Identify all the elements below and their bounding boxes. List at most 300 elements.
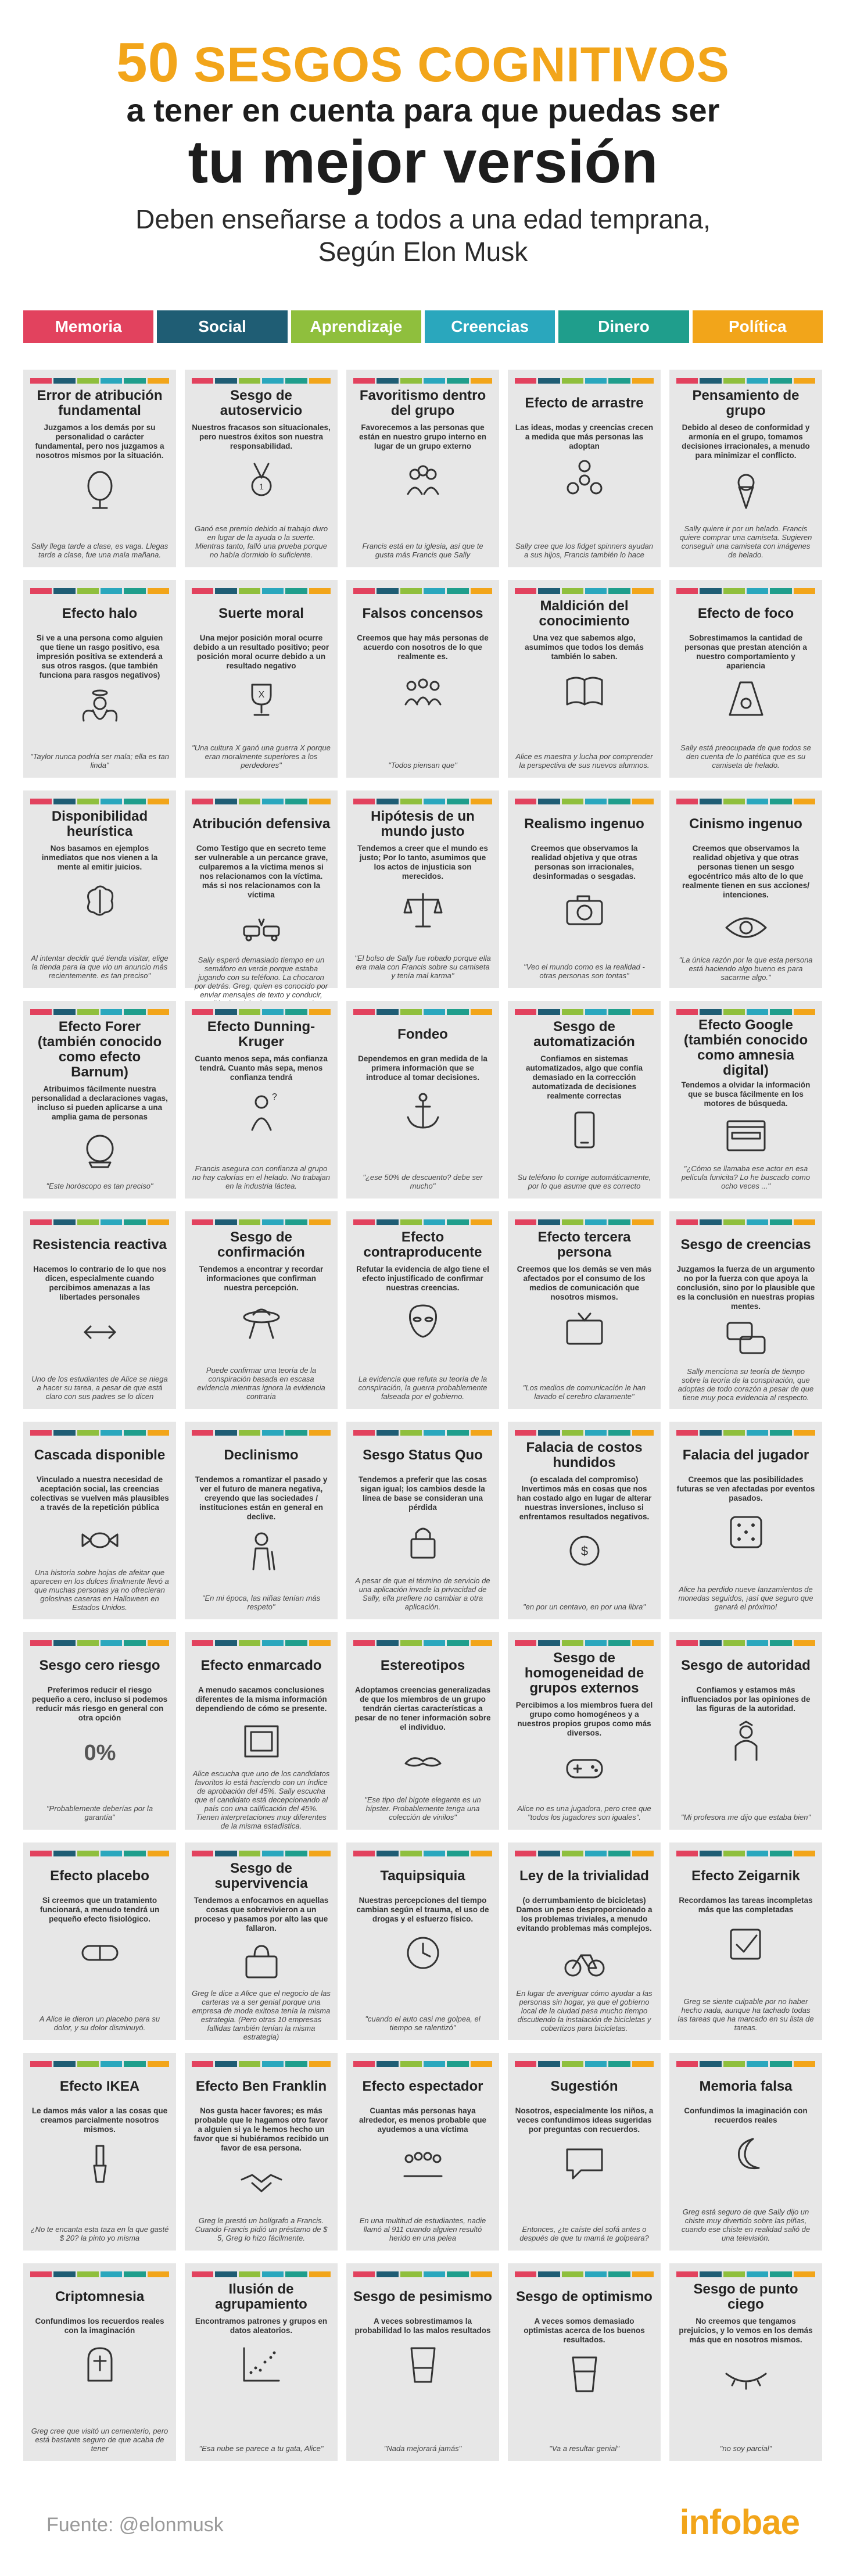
category-bar: [770, 378, 791, 384]
category-bar: [747, 799, 768, 804]
category-bars: [676, 1640, 815, 1646]
bias-example: Ganó ese premio debido al trabajo duro en lugar de la ayuda o la suerte. Mientras tanto, falló una prueba porque no había dormido lo suficiente.: [194, 524, 328, 559]
category-bar: [562, 1009, 583, 1015]
category-bars: [676, 1009, 815, 1015]
mustache-icon: [397, 1738, 449, 1784]
bias-example: Al intentar decidir qué tienda visitar, elige la tienda para la que vio un anuncio más recientemente. es tan preciso": [31, 954, 169, 980]
bias-description: Juzgamos la fuerza de un argumento no por la fuerza con que apoya la conclusión, sino por lo plausible que es la conclusión en nuestras propias mentes.: [676, 1265, 815, 1311]
category-bar: [676, 378, 698, 384]
category-bar: [747, 588, 768, 594]
category-bar: [632, 1009, 654, 1015]
category-bars: [192, 2271, 331, 2277]
ufo-icon: [235, 1298, 288, 1345]
bias-example: "Nada mejorará jamás": [383, 2444, 462, 2453]
category-bars: [192, 1640, 331, 1646]
category-bar: [309, 2061, 331, 2067]
bias-card: [669, 2263, 822, 2461]
bias-title: Efecto Ben Franklin: [195, 2078, 327, 2094]
bias-grid: [23, 370, 823, 2461]
category-bar: [53, 378, 75, 384]
bias-description: Nos basamos en ejemplos inmediatos que nos vienen a la mente al emitir juicios.: [41, 844, 158, 871]
category-bar: [192, 2061, 213, 2067]
category-bars: [676, 2061, 815, 2067]
bias-example: Greg cree que visitó un cementerio, pero está bastante seguro de que acaba de tener: [31, 2427, 169, 2453]
bias-example: Alice es maestra y lucha por comprender la perspectiva de sus nuevos alumnos.: [515, 752, 653, 770]
category-bar: [30, 588, 52, 594]
category-bar: [377, 799, 398, 804]
bias-description: Creemos que hay más personas de acuerdo con nosotros de lo que realmente es.: [357, 634, 489, 661]
bias-title: Sesgo de pesimismo: [353, 2289, 492, 2305]
bias-title: Realismo ingenuo: [524, 816, 644, 832]
bias-card: [185, 1422, 338, 1619]
bias-example: Sally quiere ir por un helado. Francis quiere comprar una camiseta. Sugieren conseguir una camiseta con imágenes de helado.: [679, 524, 812, 559]
category-bar: [700, 2061, 721, 2067]
category-bar: [424, 1219, 445, 1225]
category-bar: [124, 2271, 145, 2277]
category-bar: [148, 1851, 169, 1856]
category-bar: [30, 2271, 52, 2277]
category-bar: [424, 2271, 445, 2277]
brain-icon: [74, 878, 126, 924]
bias-title: Favoritismo dentro del grupo: [359, 388, 486, 418]
category-bar: [77, 1009, 99, 1015]
category-bar: [215, 1009, 236, 1015]
category-bar: [262, 1851, 284, 1856]
bias-card: [346, 1842, 499, 2040]
category-bar: [262, 378, 284, 384]
category-bar: [353, 1430, 375, 1436]
bias-example: La evidencia que refuta su teoría de la conspiración, la guerra probablemente falseada por el gobierno.: [358, 1375, 487, 1401]
bias-card: [346, 1422, 499, 1619]
category-bar: [377, 378, 398, 384]
category-bar: [400, 1009, 422, 1015]
category-bar: [538, 378, 560, 384]
category-bar: [215, 2271, 236, 2277]
crowd-icon: [397, 2140, 449, 2187]
category-bar: [124, 588, 145, 594]
category-bar: [239, 2271, 260, 2277]
category-bar: [285, 2271, 307, 2277]
category-bar: [700, 1219, 721, 1225]
main-title: [0, 31, 846, 94]
bias-description: Confiamos en sistemas automatizados, algo que confía demasiado en la corrección automatizada de decisiones realmente correctas: [525, 1054, 643, 1100]
icecream-icon: [720, 466, 772, 513]
bias-example: "Este horóscopo es tan preciso": [46, 1182, 153, 1190]
book-icon: [558, 667, 611, 714]
category-bar: [585, 1851, 607, 1856]
category-bar: [608, 799, 630, 804]
category-bar: [700, 799, 721, 804]
category-bars: [30, 799, 169, 804]
bias-title: Falsos concensos: [362, 606, 483, 621]
bias-card: [346, 2053, 499, 2251]
crystal-ball-icon: [74, 1128, 126, 1174]
bias-example: Sally está preocupada de que todos se den cuenta de lo patética que es su camiseta de helado.: [680, 743, 811, 770]
category-bar: [538, 2271, 560, 2277]
category-bar: [377, 1851, 398, 1856]
category-bar: [148, 1009, 169, 1015]
category-bar: [148, 1430, 169, 1436]
mirror-icon: [74, 466, 126, 513]
bias-title: Sesgo de confirmación: [217, 1229, 305, 1260]
category-bar: [53, 1851, 75, 1856]
bias-title: Ilusión de agrupamiento: [215, 2281, 307, 2312]
category-bar: [723, 378, 745, 384]
footer-source: Fuente: @elonmusk: [46, 2514, 224, 2536]
category-bar: [608, 378, 630, 384]
category-bar: [400, 1219, 422, 1225]
category-bars: [353, 1851, 492, 1856]
medal-icon: [235, 457, 288, 503]
bias-title: Ley de la trivialidad: [519, 1868, 649, 1884]
category-bar: [747, 1640, 768, 1646]
category-bar: [239, 1430, 260, 1436]
bias-title: Atribución defensiva: [192, 816, 331, 832]
bias-card: [508, 1001, 661, 1198]
category-bar: [562, 1430, 583, 1436]
category-bar: [239, 1219, 260, 1225]
bias-example: "Va a resultar genial": [549, 2444, 619, 2453]
category-bar: [538, 1430, 560, 1436]
category-bars: [353, 2061, 492, 2067]
category-bar: [309, 2271, 331, 2277]
bias-card: [23, 2263, 176, 2461]
category-bar: [747, 1430, 768, 1436]
category-bar: [538, 799, 560, 804]
bias-example: Sally llega tarde a clase, es vaga. Llegas tarde a clase, fue una mala mañana.: [31, 542, 169, 559]
category-bar: [538, 2061, 560, 2067]
category-bar: [770, 1851, 791, 1856]
bias-example: "Probablemente deberías por la garantía": [46, 1804, 153, 1822]
bias-title: Sesgo Status Quo: [363, 1447, 483, 1463]
category-bar: [700, 1009, 721, 1015]
bias-description: Vinculado a nuestra necesidad de aceptación social, las creencias colectivas se vuelven más plausibles a través de la repetición pública: [30, 1475, 169, 1512]
category-bar: [53, 1219, 75, 1225]
category-bar: [400, 588, 422, 594]
bias-title: Falacia del jugador: [682, 1447, 809, 1463]
category-bars: [676, 1851, 815, 1856]
subtitle-2: Según Elon Musk: [318, 237, 528, 267]
category-bar: [30, 378, 52, 384]
category-bar: [353, 378, 375, 384]
category-bar: [148, 2271, 169, 2277]
bias-description: Refutar la evidencia de algo tiene el efecto injustificado de confirmar nuestras creencias.: [356, 1265, 489, 1292]
category-bar: [124, 799, 145, 804]
bias-title: Memoria falsa: [699, 2078, 793, 2094]
bias-example: "La única razón por la que esta persona está haciendo algo bueno es para sacarme algo.": [679, 956, 813, 982]
chat-icon: [720, 1317, 772, 1361]
category-bar: [632, 799, 654, 804]
bias-description: A veces somos demasiado optimistas acerca de los buenos resultados.: [524, 2317, 645, 2344]
bias-description: Nosotros, especialmente los niños, a veces confundimos ideas sugeridas por preguntas con recuerdos.: [515, 2106, 654, 2134]
category-bar: [285, 1640, 307, 1646]
bias-card: [508, 1422, 661, 1619]
bias-example: "Taylor nunca podría ser mala; ella es tan linda": [30, 752, 169, 770]
bias-description: Confiamos y estamos más influenciados por las opiniones de las figuras de la autoridad.: [681, 1686, 811, 1713]
bias-card: [669, 1632, 822, 1830]
bias-title: Error de atribución fundamental: [37, 388, 163, 418]
legend-creencias: Creencias: [425, 310, 555, 343]
category-bar: [53, 799, 75, 804]
bias-title: Falacia de costos hundidos: [526, 1440, 643, 1471]
bias-title: Sesgo de supervivencia: [214, 1861, 308, 1891]
category-bar: [471, 588, 492, 594]
category-bar: [30, 1851, 52, 1856]
category-bar: [515, 1009, 536, 1015]
category-bar: [770, 2061, 791, 2067]
bias-card: [185, 1211, 338, 1409]
category-bars: [353, 2271, 492, 2277]
bias-card: [346, 1632, 499, 1830]
category-bar: [632, 1851, 654, 1856]
category-bar: [101, 2061, 122, 2067]
bias-card: [508, 580, 661, 778]
category-bars: [676, 1430, 815, 1436]
category-bar: [794, 588, 815, 594]
title-line-3: tu mejor versión: [188, 128, 658, 196]
category-bar: [538, 1009, 560, 1015]
category-bar: [148, 378, 169, 384]
spinner-icon: [558, 457, 611, 503]
category-bar: [424, 1009, 445, 1015]
category-bar: [676, 1009, 698, 1015]
bias-description: Las ideas, modas y creencias crecen a medida que más personas las adoptan: [515, 423, 654, 450]
bias-description: Una vez que sabemos algo, asumimos que todos los demás también lo saben.: [525, 634, 644, 661]
bias-example: Uno de los estudiantes de Alice se niega a hacer su tarea, a pesar de que está claro con sus padres se lo dicen: [31, 1375, 168, 1401]
category-bar: [608, 1430, 630, 1436]
category-bar: [124, 1430, 145, 1436]
bias-description: A veces sobrestimamos la probabilidad lo las malos resultados: [354, 2317, 491, 2335]
category-bar: [585, 2271, 607, 2277]
bias-card: [346, 370, 499, 567]
category-bar: [471, 1009, 492, 1015]
category-bar: [309, 1851, 331, 1856]
bias-title: Sesgo de homogeneidad de grupos externos: [524, 1650, 644, 1696]
bias-card: [23, 1001, 176, 1198]
bias-card: [346, 1001, 499, 1198]
category-bar: [239, 1851, 260, 1856]
category-bars: [676, 1219, 815, 1225]
category-bar: [53, 588, 75, 594]
category-bar: [723, 1851, 745, 1856]
category-bar: [585, 378, 607, 384]
category-bar: [124, 1640, 145, 1646]
title-text: SESGOS COGNITIVOS: [193, 37, 730, 92]
category-bar: [377, 1219, 398, 1225]
category-bar: [515, 1430, 536, 1436]
category-bar: [53, 1640, 75, 1646]
bias-card: [508, 1842, 661, 2040]
category-bar: [239, 378, 260, 384]
category-bar: [353, 2271, 375, 2277]
category-bar: [285, 1009, 307, 1015]
category-bar: [262, 2271, 284, 2277]
bias-description: Una mejor posición moral ocurre debido a un resultado positivo; peor posición moral ocurre debido a un resultado negativo: [193, 634, 329, 670]
category-bar: [124, 1851, 145, 1856]
title-line-2: a tener en cuenta para que puedas ser: [126, 92, 720, 128]
dice-icon: [720, 1509, 772, 1555]
category-bars: [353, 1009, 492, 1015]
category-bar: [400, 799, 422, 804]
category-bar: [538, 1219, 560, 1225]
bias-example: Greg le dice a Alice que el negocio de las carteras va a ser genial porque una empresa de moda exitosa tenía la misma estrategia. (Pero otras 10 empresas fallidas también tenían la misma estrategia): [192, 1989, 331, 2041]
svg-text:1: 1: [259, 482, 264, 491]
bias-description: Tendemos a olvidar la información que se busca fácilmente en los motores de búsqueda.: [681, 1081, 811, 1108]
category-bar: [471, 1851, 492, 1856]
category-bar: [377, 1009, 398, 1015]
bias-description: Confundimos los recuerdos reales con la imaginación: [35, 2317, 164, 2335]
category-bar: [632, 2061, 654, 2067]
bias-title: Sesgo de creencias: [680, 1237, 811, 1253]
category-bar: [608, 1640, 630, 1646]
category-bar: [77, 1430, 99, 1436]
category-bars: [515, 1430, 654, 1436]
category-bar: [794, 2061, 815, 2067]
bias-title: Criptomnesia: [55, 2289, 145, 2305]
category-bar: [239, 1640, 260, 1646]
category-bar: [471, 799, 492, 804]
category-bar: [309, 1430, 331, 1436]
category-bar: [215, 378, 236, 384]
category-bar: [353, 799, 375, 804]
category-bar: [262, 1219, 284, 1225]
bias-card: [23, 1842, 176, 2040]
bias-title: Efecto de arrastre: [525, 395, 644, 411]
bias-card: [185, 580, 338, 778]
category-bar: [471, 1640, 492, 1646]
bike-icon: [558, 1939, 611, 1983]
phone-icon: [558, 1107, 611, 1153]
category-bar: [676, 2061, 698, 2067]
category-bar: [447, 378, 468, 384]
category-bar: [562, 799, 583, 804]
bias-description: Tendemos a encontrar y recordar informaciones que confirman nuestra percepción.: [199, 1265, 324, 1292]
category-bar: [30, 1640, 52, 1646]
category-bar: [447, 799, 468, 804]
category-bar: [309, 799, 331, 804]
bias-example: Alice no es una jugadora, pero cree que "todos los jugadores son iguales".: [517, 1804, 651, 1822]
category-bar: [770, 588, 791, 594]
title-number: 50: [116, 31, 180, 94]
category-bar: [192, 588, 213, 594]
category-bar: [632, 1640, 654, 1646]
category-bar: [747, 1851, 768, 1856]
category-bar: [192, 1640, 213, 1646]
bias-description: Nuestras percepciones del tiempo cambian según el trauma, el uso de drogas y el esfuerzo físico.: [356, 1896, 489, 1923]
category-bar: [377, 1640, 398, 1646]
category-bar: [424, 1430, 445, 1436]
bias-title: Sesgo de optimismo: [516, 2289, 653, 2305]
bias-card: [23, 370, 176, 567]
category-bar: [447, 1430, 468, 1436]
category-bar: [794, 799, 815, 804]
category-bar: [700, 378, 721, 384]
angel-icon: [74, 686, 126, 732]
bias-card: [185, 1842, 338, 2040]
category-bar: [285, 1430, 307, 1436]
infobae-logo: infobae: [679, 2503, 800, 2542]
bias-title: Estereotipos: [380, 1658, 465, 1673]
bias-title: Sesgo de punto ciego: [693, 2281, 798, 2312]
bias-example: "no soy parcial": [719, 2444, 772, 2453]
bias-example: "En mi época, las niñas tenían más respeto": [202, 1594, 321, 1611]
category-bar: [515, 2271, 536, 2277]
bias-description: Percibimos a los miembros fuera del grupo como homogéneos y a nuestros propios grupos como más diversos.: [515, 1701, 653, 1737]
category-bar: [192, 2271, 213, 2277]
bias-description: Encontramos patrones y grupos en datos aleatorios.: [195, 2317, 328, 2335]
category-bar: [515, 799, 536, 804]
spotlight-icon: [720, 677, 772, 723]
category-bar: [700, 1851, 721, 1856]
category-bar: [447, 1851, 468, 1856]
category-bar: [285, 1851, 307, 1856]
bias-title: Pensamiento de grupo: [692, 388, 800, 418]
alien-icon: [397, 1298, 449, 1345]
category-bar: [632, 1430, 654, 1436]
bias-example: "cuando el auto casi me golpea, el tiempo se ralentizó": [365, 2015, 481, 2032]
bias-description: (o escalada del compromiso) Invertimos más en cosas que nos han costado algo en lugar de alterar nuestras inversiones, incluso si enfrentamos resultados negativos.: [517, 1475, 652, 1521]
bias-example: Greg le prestó un bolígrafo a Francis. Cuando Francis pidió un préstamo de $ 5, Greg lo hizo fácilmente.: [195, 2216, 328, 2242]
category-bars: [30, 1009, 169, 1015]
category-bar: [515, 1851, 536, 1856]
gamepad-icon: [558, 1744, 611, 1790]
category-bar: [700, 1640, 721, 1646]
category-bar: [562, 1851, 583, 1856]
category-bar: [538, 588, 560, 594]
moon-icon: [720, 2131, 772, 2177]
category-bars: [515, 1851, 654, 1856]
bias-card: [23, 1632, 176, 1830]
bias-card: [508, 2263, 661, 2461]
category-bar: [538, 1640, 560, 1646]
bias-title: Maldición del conocimiento: [539, 598, 630, 629]
category-bar: [124, 1219, 145, 1225]
category-bar: [447, 1640, 468, 1646]
people-icon: [397, 667, 449, 714]
speech-bubble-icon: [558, 2140, 611, 2187]
bias-title: Suerte moral: [218, 606, 304, 621]
category-bars: [515, 378, 654, 384]
category-bar: [192, 1851, 213, 1856]
category-bars: [676, 588, 815, 594]
category-bar: [676, 1430, 698, 1436]
svg-text:X: X: [258, 690, 264, 700]
category-bar: [400, 1851, 422, 1856]
category-bar: [608, 2271, 630, 2277]
bias-example: Entonces, ¿te caíste del sofá antes o después de que tu mamá te golpeara?: [519, 2225, 649, 2242]
bias-card: [508, 1211, 661, 1409]
bias-description: Nuestros fracasos son situacionales, pero nuestros éxitos son nuestra responsabilidad.: [192, 423, 331, 450]
bias-title: Efecto enmarcado: [200, 1658, 322, 1673]
category-bar: [353, 1219, 375, 1225]
svg-text:0%: 0%: [84, 1741, 116, 1765]
bias-description: Recordamos las tareas incompletas más que las completadas: [679, 1896, 813, 1914]
category-bar: [424, 799, 445, 804]
category-bar: [585, 588, 607, 594]
bias-example: "en por un centavo, en por una libra": [523, 1602, 646, 1611]
category-bar: [148, 2061, 169, 2067]
bias-example: "Veo el mundo como es la realidad - otras personas son tontas": [524, 963, 645, 980]
category-bars: [676, 799, 815, 804]
bias-example: A pesar de que el término de servicio de una aplicación invade la privacidad de Sally, ella prefiere no cambiar a otra aplicación.: [355, 1576, 490, 1611]
category-bar: [562, 588, 583, 594]
bias-card: [23, 2053, 176, 2251]
bias-description: Adoptamos creencias generalizadas de que los miembros de un grupo tendrán ciertas características a pesar de no tener información sobre el individuo.: [354, 1686, 491, 1731]
bias-example: Puede confirmar una teoría de la conspiración basada en escasa evidencia mientras ignora la evidencia contraria: [197, 1366, 325, 1401]
category-bars: [353, 378, 492, 384]
bias-example: Una historia sobre hojas de afeitar que aparecen en los dulces finalmente llevó a que muchas personas ya no ofrecieran golosinas caseras en Halloween en Estados Unidos.: [30, 1568, 169, 1612]
category-bar: [353, 1640, 375, 1646]
